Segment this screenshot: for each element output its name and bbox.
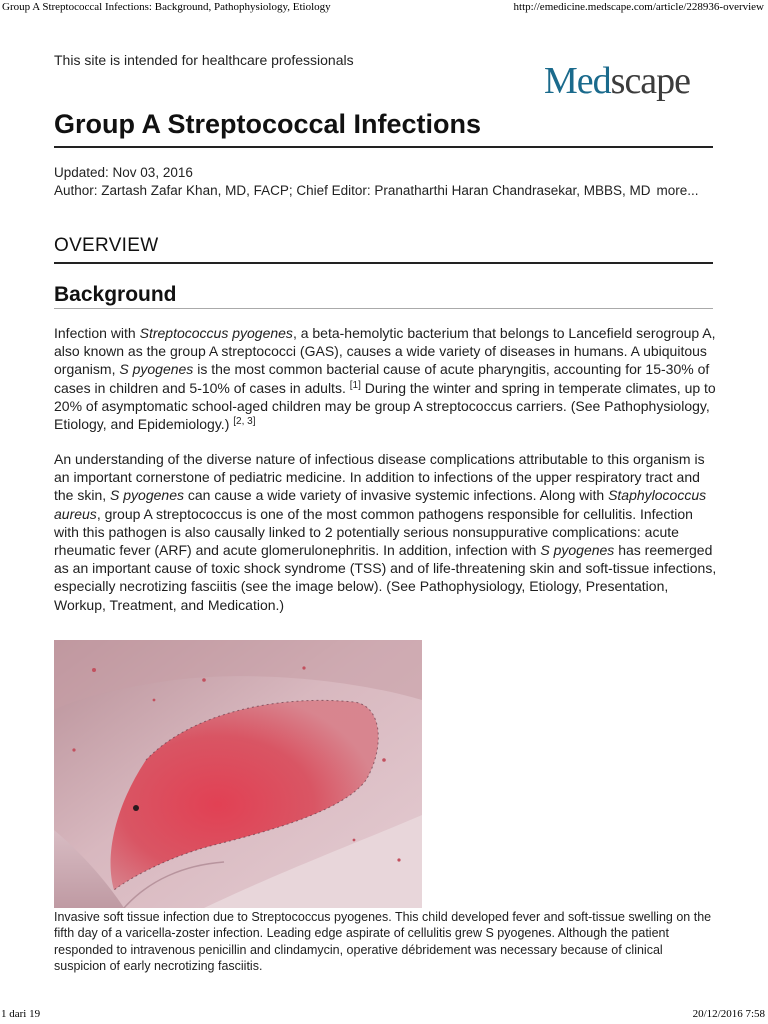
p1-text-4: During the winter and spring in temperate climates, up to 20% of asymptomatic school-aged children may be group A streptococcus carriers. (See Pathophysiology, Etiology, and Epidemiology.)	[54, 379, 716, 433]
more-link[interactable]: more...	[656, 183, 699, 198]
p2-text-1: An understanding of the diverse nature of infectious disease complications attributable to this organism is an important cornerstone of pediatric medicine. In addition to infections of the upper respiratory tract and the skin,	[54, 451, 705, 504]
logo-scape: scape	[610, 60, 691, 102]
p1-text-2: , a beta-hemolytic bacterium that belongs to Lancefield serogroup A, also known as the group A streptococci (GAS), causes a wide variety of diseases in humans. A ubiquitous organism,	[54, 325, 716, 378]
clinical-photo-drawing	[54, 640, 422, 908]
print-header	[0, 1, 768, 13]
p1-text-3: is the most common bacterial cause of acute pharyngitis, accounting for 15-30% of cases in children and 5-10% of cases in adults.	[54, 361, 710, 396]
clinical-photo-cellulitis[interactable]	[54, 640, 422, 908]
author-line	[54, 182, 716, 200]
reference-link-1[interactable]: [1]	[349, 379, 361, 391]
print-page-title: Group A Streptococcal Infections: Background, Pathophysiology, Etiology	[2, 1, 331, 13]
print-footer	[0, 1008, 768, 1020]
author-text: Author: Zartash Zafar Khan, MD, FACP; Chief Editor: Pranatharthi Haran Chandrasekar, MBBS, MD	[54, 183, 651, 198]
p2-italic-3: S pyogenes	[540, 542, 615, 559]
p1-italic-2: S pyogenes	[119, 361, 194, 378]
background-paragraph-1	[54, 324, 720, 433]
print-datetime: 20/12/2016 7:58	[692, 1008, 765, 1020]
reference-link-2-3[interactable]: [2, 3]	[233, 416, 256, 428]
logo-med: Med	[544, 60, 611, 102]
print-page-count: 1 dari 19	[1, 1008, 41, 1020]
overview-divider	[54, 262, 713, 264]
p2-text-4: has reemerged as an important cause of toxic shock syndrome (TSS) and of life-threatening skin and soft-tissue infections, especially necrotizing fasciitis (see the image below). (See Pathophysiology, Etiology, Presentation, Workup, Treatment, and Medication.)	[54, 542, 717, 613]
article-title: Group A Streptococcal Infections	[54, 109, 482, 139]
background-paragraph-2	[54, 450, 720, 614]
figure-caption: Invasive soft tissue infection due to Streptococcus pyogenes. This child developed fever and soft-tissue swelling on the fifth day of a varicella-zoster infection. Leading edge aspirate of cellulitis grew S pyogenes. Although the patient responded to intravenous penicillin and clindamycin, operative débridement was necessary because of clinical suspicion of early necrotizing fasciitis.	[54, 910, 712, 973]
title-divider	[54, 146, 713, 148]
p2-text-2: can cause a wide variety of invasive systemic infections. Along with	[183, 487, 609, 504]
p1-text-1: Infection with	[54, 325, 140, 341]
professional-notice: This site is intended for healthcare professionals	[54, 52, 354, 68]
background-heading: Background	[54, 283, 177, 306]
p2-italic-2: Staphylococcus aureus	[54, 487, 707, 522]
p2-text-3: , group A streptococcus is one of the most common pathogens responsible for cellulitis. Infection with this pathogen is also causally linked to 2 potentially serious nonsuppurative complications: acute rheumatic fever (ARF) and acute glomerulonephritis. In addition, infection with	[54, 505, 693, 559]
p2-italic-1: S pyogenes	[110, 487, 184, 504]
print-url: http://emedicine.medscape.com/article/228936-overview	[513, 1, 764, 13]
background-divider	[54, 308, 713, 309]
updated-date: Updated: Nov 03, 2016	[54, 165, 193, 180]
article-meta	[54, 164, 716, 200]
p1-italic-1: Streptococcus pyogenes	[139, 325, 293, 341]
medscape-logo[interactable]	[544, 62, 690, 100]
overview-heading: OVERVIEW	[54, 235, 159, 256]
